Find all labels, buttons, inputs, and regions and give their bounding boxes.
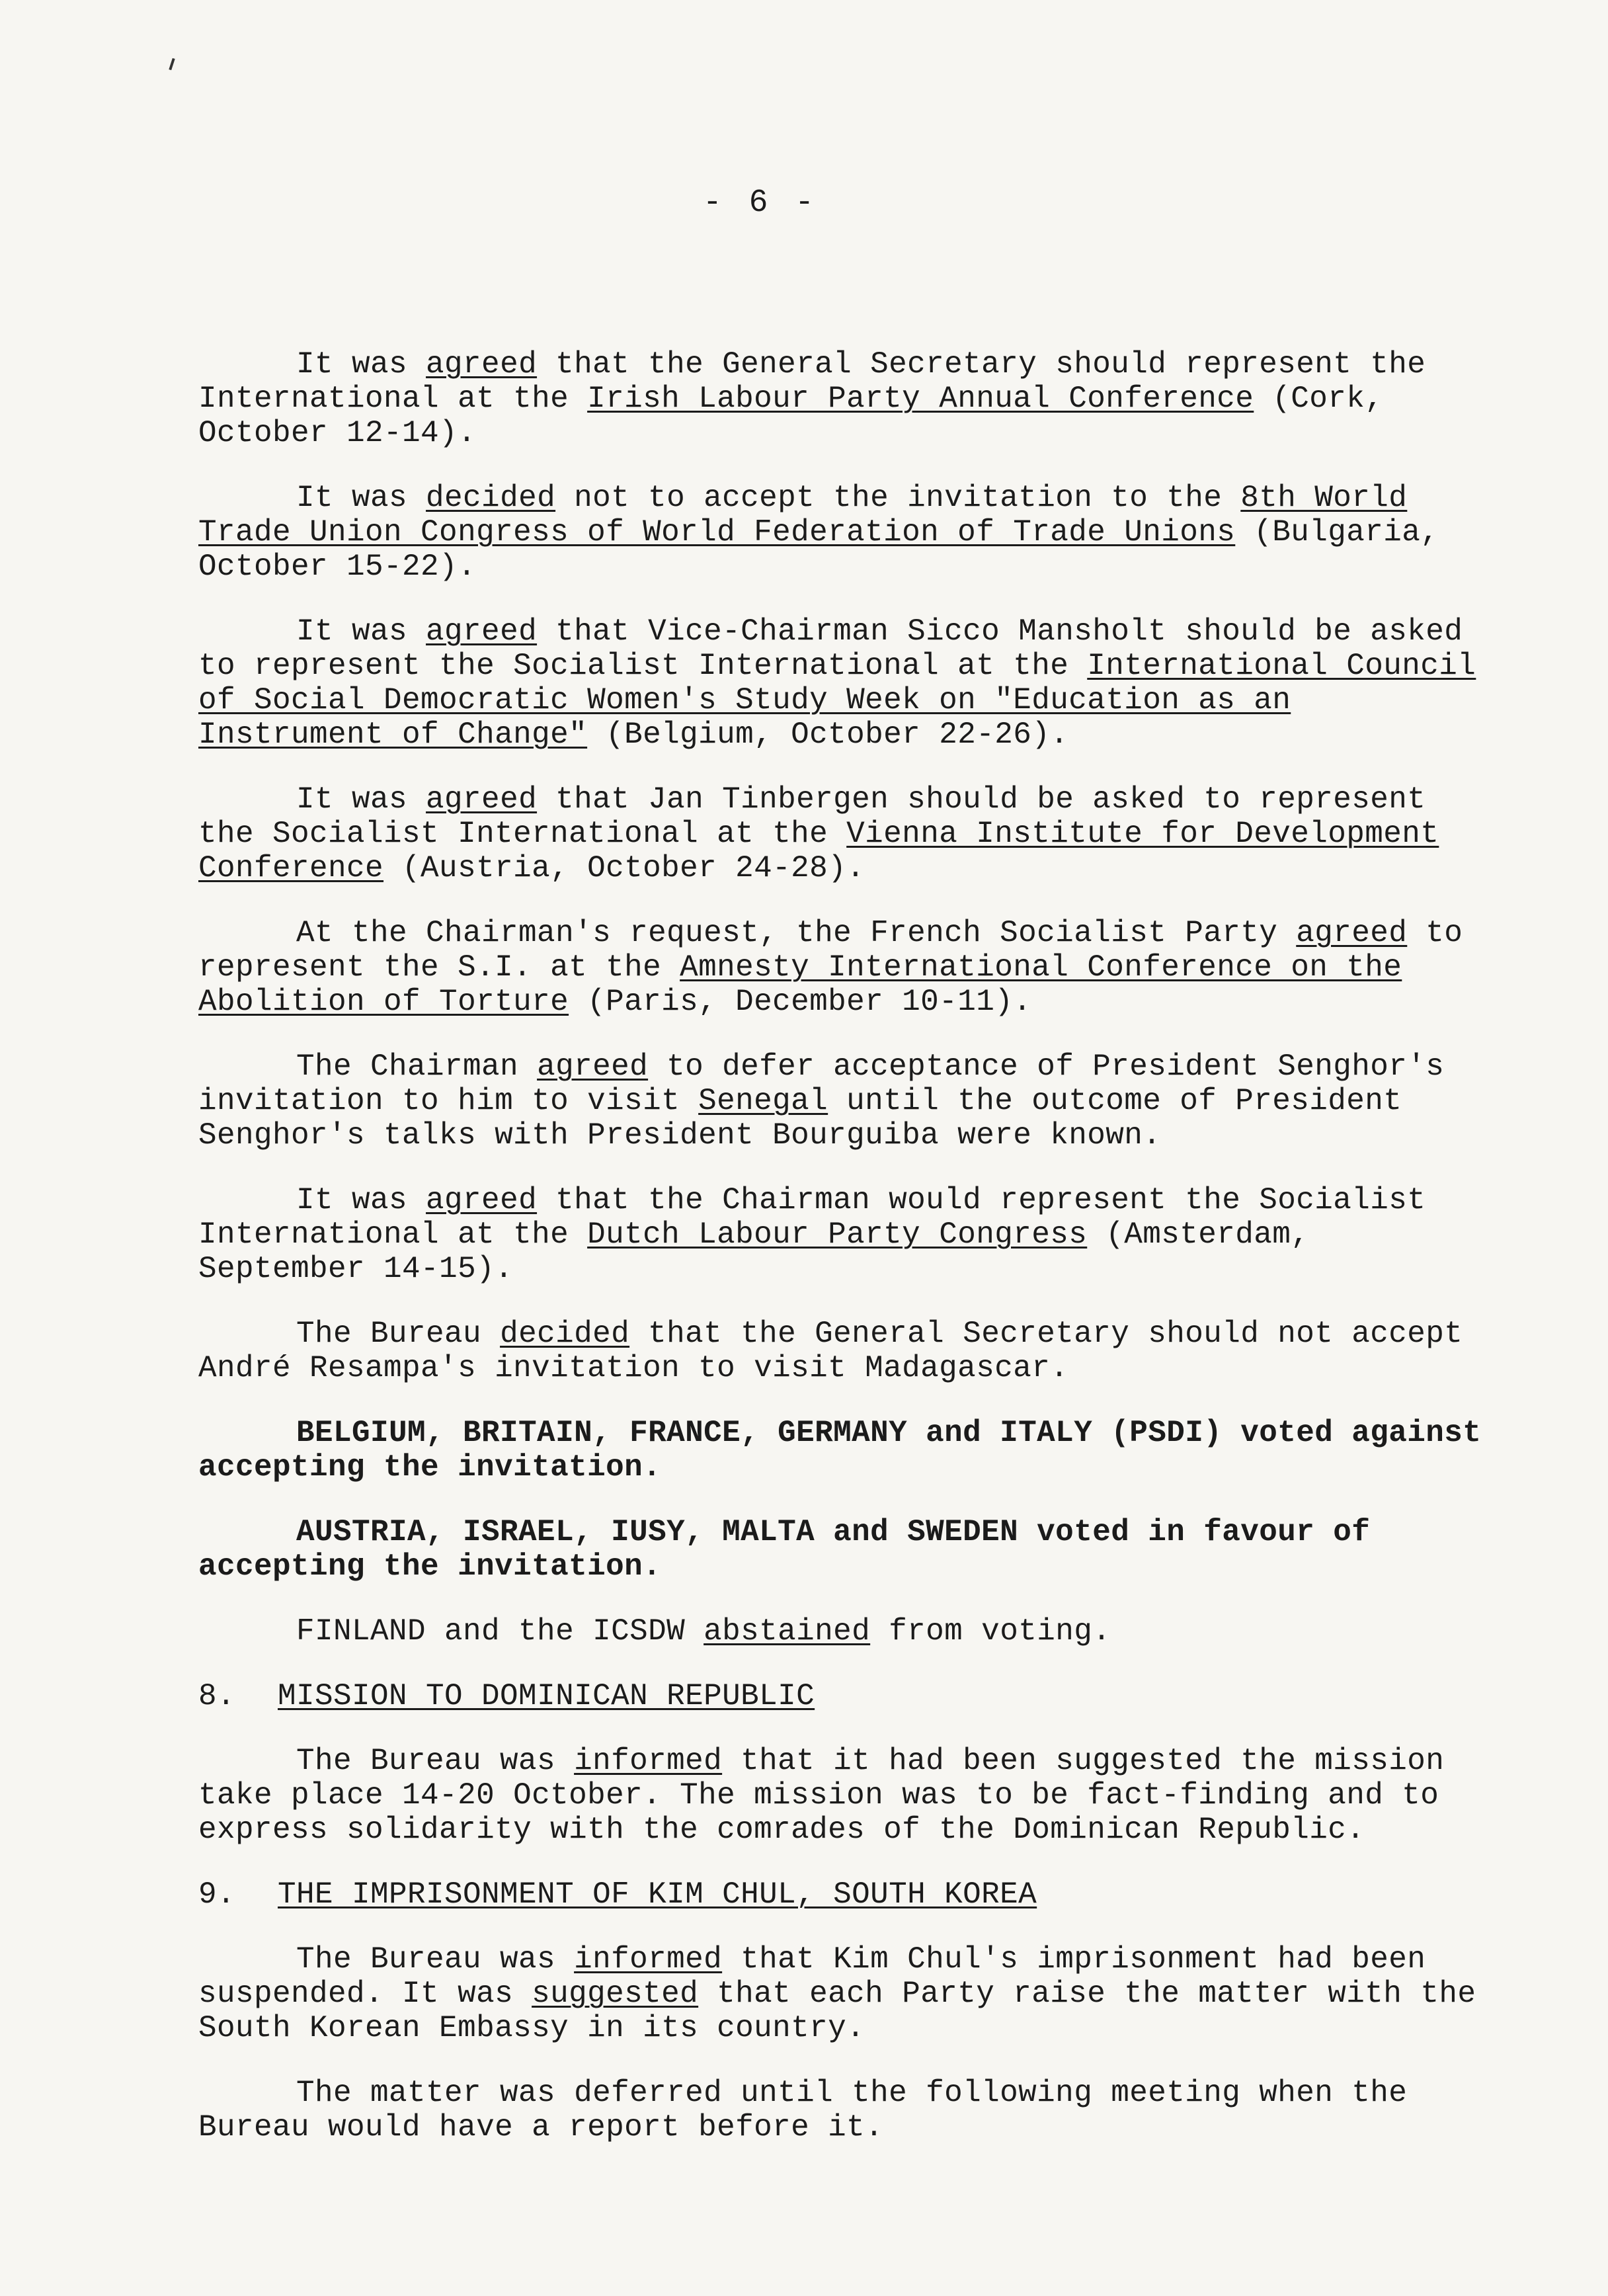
text-run: until the outcome of President Senghor's talks with President Bourguiba were known. <box>198 1084 1402 1153</box>
paragraph <box>198 481 1494 584</box>
text-run: that the Chairman would represent the Socialist International at the <box>198 1183 1426 1252</box>
paragraph <box>198 1614 1494 1649</box>
paragraph <box>198 347 1494 450</box>
section-number: 9. <box>198 1877 236 1912</box>
text-run: that the General Secretary should not accept André Resampa's invitation to visit Madagascar. <box>198 1317 1463 1385</box>
text-run: It was <box>296 1183 426 1217</box>
underlined-text: informed <box>574 1942 723 1977</box>
text-run: It was <box>296 347 426 382</box>
document-body <box>198 347 1494 2175</box>
text-run: The Bureau was <box>296 1942 575 1977</box>
stray-pen-mark <box>169 58 175 70</box>
underlined-text: decided <box>426 481 556 515</box>
underlined-text: agreed <box>537 1049 649 1084</box>
underlined-text: Amnesty International Conference on the Abolition of Torture <box>198 950 1402 1019</box>
underlined-text: suggested <box>532 1977 699 2011</box>
section-heading <box>198 1679 1494 1713</box>
paragraph <box>198 1049 1494 1153</box>
text-run: BELGIUM, BRITAIN, FRANCE, GERMANY and ITALY (PSDI) voted against accepting the invitation. <box>198 1416 1482 1485</box>
text-run: The Chairman <box>296 1049 538 1084</box>
text-run: from voting. <box>870 1614 1111 1649</box>
text-run: FINLAND and the ICSDW <box>296 1614 704 1649</box>
text-run: The Bureau <box>296 1317 501 1351</box>
underlined-text: informed <box>574 1744 723 1778</box>
text-run: (Paris, December 10-11). <box>569 985 1032 1019</box>
text-run: that the General Secretary should represent the International at the <box>198 347 1426 416</box>
underlined-text: agreed <box>426 782 538 817</box>
text-run: It was <box>296 782 426 817</box>
section-title: THE IMPRISONMENT OF KIM CHUL, SOUTH KOREA <box>278 1877 1037 1912</box>
paragraph <box>198 1416 1494 1485</box>
underlined-text: Irish Labour Party Annual Conference <box>587 382 1254 416</box>
text-run: to defer acceptance of President Senghor's invitation to him to visit <box>198 1049 1445 1118</box>
text-run: It was <box>296 481 426 515</box>
text-run: At the Chairman's request, the French Socialist Party <box>296 916 1297 950</box>
text-run: that it had been suggested the mission take place 14-20 October. The mission was to be fact-finding and to express solidarity with the comrades of the Dominican Republic. <box>198 1744 1445 1847</box>
paragraph <box>198 1942 1494 2045</box>
text-run: The Bureau was <box>296 1744 575 1778</box>
text-run: that Kim Chul's imprisonment had been suspended. It was <box>198 1942 1426 2011</box>
text-run: (Cork, October 12-14). <box>198 382 1384 450</box>
text-run: not to accept the invitation to the <box>555 481 1241 515</box>
underlined-text: 8th World Trade Union Congress of World Federation of Trade Unions <box>198 481 1408 550</box>
underlined-text: agreed <box>426 614 538 649</box>
section-number: 8. <box>198 1679 236 1713</box>
paragraph <box>198 916 1494 1019</box>
paragraph <box>198 1515 1494 1584</box>
text-run: The matter was deferred until the following meeting when the Bureau would have a report before it. <box>198 2076 1408 2145</box>
text-run: that each Party raise the matter with the South Korean Embassy in its country. <box>198 1977 1476 2045</box>
underlined-text: Vienna Institute for Development Conference <box>198 817 1439 885</box>
text-run: (Amsterdam, September 14-15). <box>198 1217 1310 1286</box>
text-run: It was <box>296 614 426 649</box>
text-run: to represent the S.I. at the <box>198 916 1463 985</box>
paragraph <box>198 1317 1494 1385</box>
text-run: AUSTRIA, ISRAEL, IUSY, MALTA and SWEDEN voted in favour of accepting the invitation. <box>198 1515 1371 1584</box>
text-run: that Jan Tinbergen should be asked to represent the Socialist International at the <box>198 782 1426 851</box>
underlined-text: agreed <box>426 1183 538 1217</box>
section-heading <box>198 1877 1494 1912</box>
underlined-text: Dutch Labour Party Congress <box>587 1217 1088 1252</box>
underlined-text: agreed <box>1296 916 1408 950</box>
underlined-text: International Council of Social Democratic Women's Study Week on "Education as an Instrument of Change" <box>198 649 1476 752</box>
paragraph <box>198 1744 1494 1847</box>
paragraph <box>198 614 1494 752</box>
text-run: (Austria, October 24-28). <box>383 851 865 885</box>
underlined-text: decided <box>500 1317 630 1351</box>
paragraph <box>198 2076 1494 2145</box>
paragraph <box>198 782 1494 885</box>
page-number: - 6 - <box>702 185 819 221</box>
paragraph <box>198 1183 1494 1286</box>
text-run: (Bulgaria, October 15-22). <box>198 515 1439 584</box>
section-title: MISSION TO DOMINICAN REPUBLIC <box>278 1679 815 1713</box>
underlined-text: Senegal <box>698 1084 828 1118</box>
underlined-text: abstained <box>704 1614 871 1649</box>
underlined-text: agreed <box>426 347 538 382</box>
text-run: (Belgium, October 22-26). <box>587 718 1069 752</box>
text-run: that Vice-Chairman Sicco Mansholt should be asked to represent the Socialist International at the <box>198 614 1463 683</box>
